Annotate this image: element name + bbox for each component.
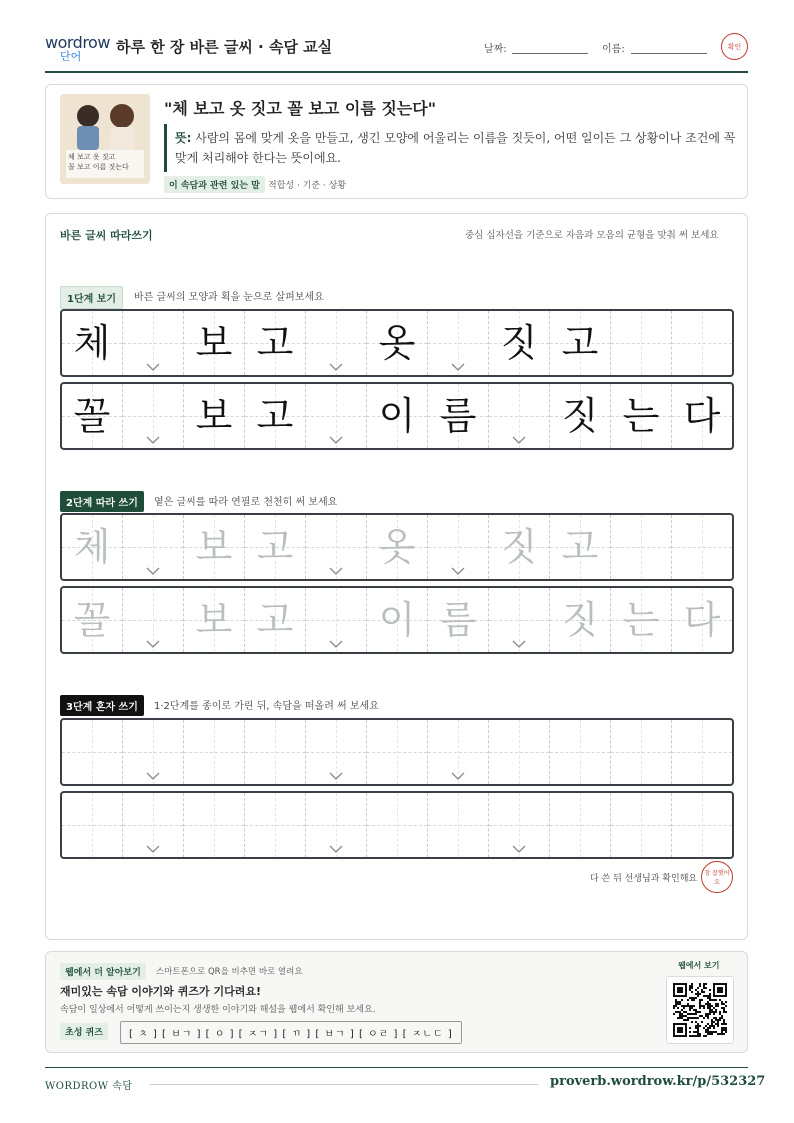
grid-cell[interactable] [367,793,428,857]
glyph: 이 [378,394,416,438]
practice-title: 바른 글씨 따라쓰기 [60,229,153,242]
grid-cell[interactable] [672,515,732,579]
grid-cell [367,311,428,375]
grid-cell [245,384,306,448]
grid-cell[interactable] [184,720,245,784]
proverb-meaning: 뜻: 사람의 몸에 맞게 옷을 만들고, 생긴 모양에 어울리는 이름을 짓듯이, 어떤 일이든 그 상황이나 조건에 꼭 맞게 처리해야 한다는 뜻이에요. [175,131,736,165]
glyph: 짓 [500,525,538,569]
glyph: 이 [378,598,416,642]
glyph: 는 [622,394,660,438]
space-mark-icon [146,436,160,444]
grid-cell[interactable] [123,720,184,784]
grid-cell [672,384,732,448]
space-mark-icon [329,436,343,444]
step1-row-1 [60,309,734,377]
space-mark-icon [146,567,160,575]
grid-cell[interactable] [367,588,428,652]
quiz-label: 초성 퀴즈 [60,1023,108,1040]
step3-hint: 1·2단계를 종이로 가린 뒤, 속담을 떠올려 써 보세요 [154,701,379,712]
glyph: 짓 [561,598,599,642]
check-seal-icon: 확인 [721,33,748,60]
step2-badge: 2단계 따라 쓰기 [60,491,144,512]
proverb-illustration [60,94,150,184]
grid-cell[interactable] [550,515,611,579]
grid-cell [367,384,428,448]
grid-cell[interactable] [367,515,428,579]
grid-cell[interactable] [367,720,428,784]
grid-cell [184,384,245,448]
footer-divider [150,1084,538,1085]
grid-cell [672,311,732,375]
grid-cell[interactable] [489,515,550,579]
related-words: 적합성 · 기준 · 상황 [268,181,347,191]
grid-cell[interactable] [611,793,672,857]
space-mark-icon [512,436,526,444]
grid-cell[interactable] [550,720,611,784]
footer-url[interactable]: proverb.wordrow.kr/p/532327 [550,1074,766,1089]
brand-logo: wordrow [45,33,110,52]
meaning-bar [164,124,167,172]
header-rule [45,71,748,73]
grid-cell[interactable] [245,515,306,579]
step2-row-2[interactable] [60,586,734,654]
grid-cell [123,384,184,448]
grid-cell [123,311,184,375]
step3-row-2[interactable] [60,791,734,859]
glyph: 보 [195,598,233,642]
grid-cell [611,311,672,375]
space-mark-icon [451,363,465,371]
proverb-title: "체 보고 옷 짓고 꼴 보고 이름 짓는다" [164,99,437,118]
grid-cell [62,384,123,448]
grid-cell[interactable] [489,793,550,857]
grid-cell [550,384,611,448]
grid-cell[interactable] [550,588,611,652]
glyph: 고 [561,321,599,365]
glyph: 체 [73,321,111,365]
grid-cell [245,311,306,375]
space-mark-icon [329,567,343,575]
glyph: 짓 [500,321,538,365]
grid-cell[interactable] [306,588,367,652]
glyph: 고 [256,394,294,438]
grid-cell[interactable] [62,793,123,857]
grid-cell[interactable] [611,588,672,652]
grid-cell [611,384,672,448]
glyph: 름 [439,394,477,438]
space-mark-icon [512,845,526,853]
glyph: 옷 [378,321,416,365]
grid-cell[interactable] [550,793,611,857]
space-mark-icon [146,845,160,853]
glyph: 고 [256,598,294,642]
grid-cell [184,311,245,375]
grid-cell [489,384,550,448]
footer-brand: WORDROW 속담 [45,1081,133,1092]
space-mark-icon [512,640,526,648]
glyph: 고 [561,525,599,569]
grid-cell[interactable] [245,720,306,784]
space-mark-icon [329,772,343,780]
name-label: 이름: [602,44,625,55]
related-tag: 이 속담과 관련 있는 말 [164,176,265,193]
glyph: 다 [683,598,721,642]
glyph: 꼴 [73,394,111,438]
grid-cell[interactable] [184,515,245,579]
grid-cell[interactable] [611,720,672,784]
step1-badge: 1단계 보기 [60,286,123,309]
glyph: 옷 [378,525,416,569]
grid-cell[interactable] [184,588,245,652]
space-mark-icon [146,640,160,648]
chosung-quiz: [ ㅊ ] [ ㅂㄱ ] [ ㅇ ] [ ㅈㄱ ] [ ㄲ ] [ ㅂㄱ ] [ ㅇㄹ ] [ ㅈㄴㄷ ] [120,1021,462,1044]
grid-cell [306,384,367,448]
grid-cell[interactable] [428,720,489,784]
grid-cell[interactable] [611,515,672,579]
glyph: 보 [195,394,233,438]
grid-cell[interactable] [672,720,732,784]
grid-cell[interactable] [428,588,489,652]
space-mark-icon [329,845,343,853]
glyph: 름 [439,598,477,642]
footer-rule [45,1067,748,1068]
glyph: 짓 [561,394,599,438]
thumb-caption-2: 꼴 보고 이름 짓는다 [68,163,129,171]
date-field[interactable] [512,53,588,54]
thumb-caption-1: 체 보고 옷 짓고 [68,153,116,161]
grid-cell[interactable] [306,720,367,784]
glyph: 고 [256,321,294,365]
grid-cell [428,384,489,448]
web-hint: 스마트폰으로 QR을 비추면 바로 열려요 [156,967,303,977]
glyph: 다 [683,394,721,438]
step2-hint: 옅은 글씨를 따라 연필로 천천히 써 보세요 [154,497,338,508]
step3-row-1[interactable] [60,718,734,786]
grid-cell[interactable] [306,515,367,579]
qr-label: 웹에서 보기 [678,961,720,970]
promo-title: 재미있는 속담 이야기와 퀴즈가 기다려요! [60,985,261,998]
promo-subtitle: 속담이 일상에서 어떻게 쓰이는지 생생한 이야기와 해설을 웹에서 확인해 보세요. [60,1005,376,1015]
grid-cell[interactable] [672,588,732,652]
grid-cell [428,311,489,375]
space-mark-icon [146,772,160,780]
grid-cell[interactable] [123,515,184,579]
brand-logo-sub: 단어 [60,50,82,63]
grid-cell[interactable] [123,793,184,857]
space-mark-icon [329,640,343,648]
glyph: 보 [195,525,233,569]
grid-cell[interactable] [62,720,123,784]
grid-cell[interactable] [62,515,123,579]
space-mark-icon [329,363,343,371]
grid-cell[interactable] [245,588,306,652]
glyph: 체 [73,525,111,569]
grid-cell[interactable] [184,793,245,857]
grid-cell[interactable] [245,793,306,857]
page-title: 하루 한 장 바른 글씨 · 속담 교실 [116,38,333,56]
grid-cell[interactable] [672,793,732,857]
good-job-seal-icon: 참 잘했어요 [701,861,733,893]
grid-cell[interactable] [489,720,550,784]
grid-cell[interactable] [428,793,489,857]
space-mark-icon [146,363,160,371]
step3-badge: 3단계 혼자 쓰기 [60,695,144,716]
grid-cell [62,311,123,375]
space-mark-icon [451,567,465,575]
grid-cell[interactable] [123,588,184,652]
done-text: 다 쓴 뒤 선생님과 확인해요 [590,874,698,884]
grid-cell [550,311,611,375]
grid-cell[interactable] [489,588,550,652]
practice-hint: 중심 십자선을 기준으로 자음과 모음의 균형을 맞춰 써 보세요 [465,230,719,241]
date-label: 날짜: [484,44,507,55]
glyph: 고 [256,525,294,569]
grid-cell [489,311,550,375]
qr-code-icon[interactable] [666,976,734,1044]
name-field[interactable] [631,53,707,54]
grid-cell [306,311,367,375]
step1-row-2 [60,382,734,450]
space-mark-icon [451,772,465,780]
glyph: 꼴 [73,598,111,642]
grid-cell[interactable] [306,793,367,857]
grid-cell[interactable] [62,588,123,652]
web-tag: 웹에서 더 알아보기 [60,963,146,980]
glyph: 는 [622,598,660,642]
step2-row-1[interactable] [60,513,734,581]
glyph: 보 [195,321,233,365]
grid-cell[interactable] [428,515,489,579]
step1-hint: 바른 글씨의 모양과 획을 눈으로 살펴보세요 [134,292,324,303]
